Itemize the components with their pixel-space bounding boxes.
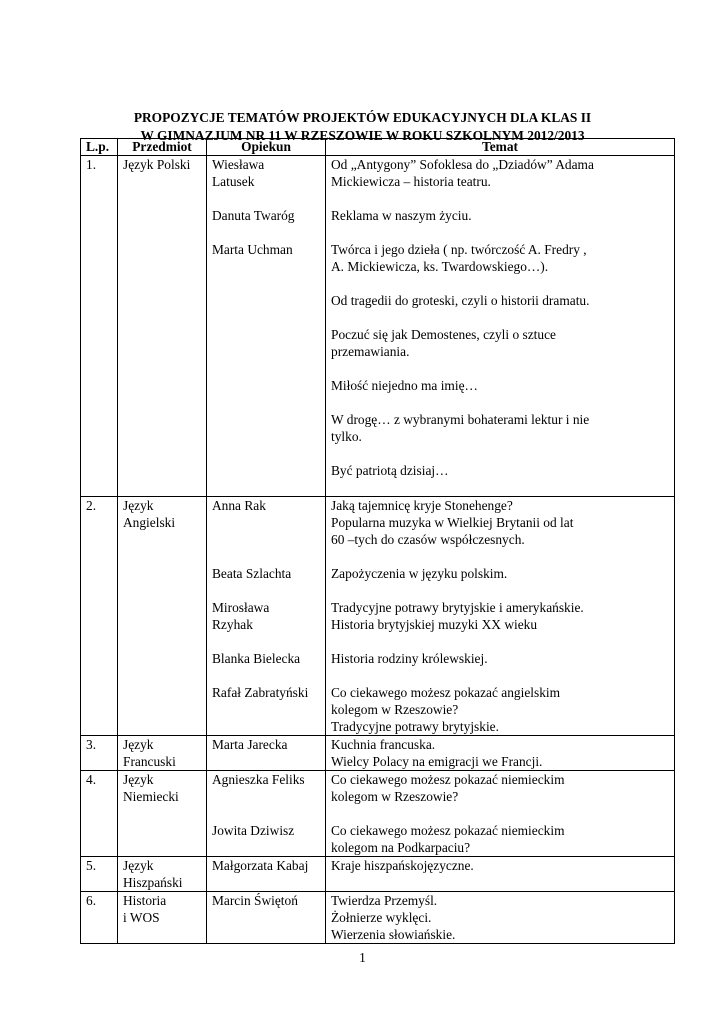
cell-opiekun	[207, 736, 326, 771]
temat-line: Co ciekawego możesz pokazać angielskim	[331, 685, 561, 700]
opiekun-line: Marta Uchman	[212, 242, 293, 257]
temat-line	[331, 805, 669, 822]
temat-line	[331, 309, 669, 326]
temat-line	[331, 667, 669, 684]
cell-temat	[326, 892, 675, 944]
cell-temat	[326, 736, 675, 771]
table-header-row	[81, 139, 675, 156]
temat-line: Tradycyjne potrawy brytyjskie.	[331, 719, 499, 734]
opiekun-line	[212, 582, 320, 599]
temat-line: Historia rodziny królewskiej.	[331, 651, 488, 666]
temat-line: Od „Antygony” Sofoklesa do „Dziadów” Adama	[331, 157, 594, 172]
temat-line: Miłość niejedno ma imię…	[331, 378, 478, 393]
temat-line	[331, 190, 669, 207]
przedmiot-line: Angielski	[123, 515, 176, 530]
temat-line: Żołnierze wyklęci.	[331, 910, 432, 925]
topics-table	[80, 138, 675, 944]
temat-line: Być patriotą dzisiaj…	[331, 463, 449, 478]
cell-przedmiot	[118, 497, 207, 736]
opiekun-line	[212, 805, 320, 822]
cell-opiekun	[207, 857, 326, 892]
page-number: 1	[359, 950, 366, 965]
opiekun-line	[212, 514, 320, 531]
temat-line	[331, 360, 669, 377]
przedmiot-line: Język	[123, 737, 154, 752]
temat-line	[331, 548, 669, 565]
temat-line: Reklama w naszym życiu.	[331, 208, 472, 223]
przedmiot-line: Niemiecki	[123, 789, 179, 804]
opiekun-line: Anna Rak	[212, 498, 266, 513]
opiekun-line: Beata Szlachta	[212, 566, 292, 581]
opiekun-line: Danuta Twaróg	[212, 208, 295, 223]
temat-line: Mickiewicza – historia teatru.	[331, 174, 491, 189]
table-row	[81, 156, 675, 497]
cell-lp: 2.	[81, 497, 118, 736]
cell-lp: 6.	[81, 892, 118, 944]
temat-line: przemawiania.	[331, 344, 410, 359]
temat-line: A. Mickiewicza, ks. Twardowskiego…).	[331, 259, 549, 274]
przedmiot-line: Język	[123, 772, 154, 787]
opiekun-line: Rafał Zabratyński	[212, 685, 309, 700]
opiekun-line: Blanka Bielecka	[212, 651, 301, 666]
przedmiot-line: Hiszpański	[123, 875, 183, 890]
header-lp: L.p.	[81, 139, 118, 156]
opiekun-line: Rzyhak	[212, 617, 253, 632]
przedmiot-line: Język Polski	[123, 157, 191, 172]
cell-opiekun	[207, 497, 326, 736]
temat-line: Popularna muzyka w Wielkiej Brytanii od lat	[331, 515, 574, 530]
temat-line: Twórca i jego dzieła ( np. twórczość A. Fredry ,	[331, 242, 587, 257]
header-temat: Temat	[326, 139, 675, 156]
temat-line: W drogę… z wybranymi bohaterami lektur i nie	[331, 412, 590, 427]
cell-opiekun	[207, 771, 326, 857]
cell-przedmiot	[118, 736, 207, 771]
opiekun-line	[212, 633, 320, 650]
table-row	[81, 857, 675, 892]
cell-przedmiot	[118, 156, 207, 497]
temat-line: kolegom w Rzeszowie?	[331, 789, 459, 804]
temat-line	[331, 394, 669, 411]
opiekun-line	[212, 531, 320, 548]
opiekun-line	[212, 548, 320, 565]
opiekun-line: Agnieszka Feliks	[212, 772, 305, 787]
temat-line: Co ciekawego możesz pokazać niemieckim	[331, 772, 565, 787]
table-row	[81, 736, 675, 771]
cell-lp: 3.	[81, 736, 118, 771]
temat-line: Jaką tajemnicę kryje Stonehenge?	[331, 498, 513, 513]
cell-temat	[326, 497, 675, 736]
cell-przedmiot	[118, 771, 207, 857]
temat-line	[331, 224, 669, 241]
opiekun-line: Latusek	[212, 174, 255, 189]
temat-line: Wielcy Polacy na emigracji we Francji.	[331, 754, 543, 769]
opiekun-line: Marcin Świętoń	[212, 893, 298, 908]
temat-line: kolegom na Podkarpaciu?	[331, 840, 471, 855]
header-przedmiot: Przedmiot	[118, 139, 207, 156]
opiekun-line	[212, 224, 320, 241]
temat-line: Od tragedii do groteski, czyli o historii dramatu.	[331, 293, 590, 308]
cell-temat	[326, 156, 675, 497]
opiekun-line	[212, 667, 320, 684]
temat-line: Historia brytyjskiej muzyki XX wieku	[331, 617, 538, 632]
przedmiot-line: Historia	[123, 893, 167, 908]
temat-line: Kuchnia francuska.	[331, 737, 436, 752]
temat-line	[331, 582, 669, 599]
cell-lp: 5.	[81, 857, 118, 892]
temat-line: Poczuć się jak Demostenes, czyli o sztuce	[331, 327, 556, 342]
temat-line	[331, 633, 669, 650]
temat-line: Twierdza Przemyśl.	[331, 893, 438, 908]
table-row	[81, 892, 675, 944]
title-line-2: W GIMNAZJUM NR 11 W RZESZOWIE W ROKU SZKOLNYM 2012/2013	[140, 128, 585, 143]
przedmiot-line: Francuski	[123, 754, 176, 769]
cell-temat	[326, 771, 675, 857]
temat-line: Co ciekawego możesz pokazać niemieckim	[331, 823, 565, 838]
temat-line	[331, 275, 669, 292]
cell-przedmiot	[118, 892, 207, 944]
temat-line: 60 –tych do czasów współczesnych.	[331, 532, 525, 547]
przedmiot-line: Język	[123, 498, 154, 513]
cell-opiekun	[207, 156, 326, 497]
przedmiot-line: i WOS	[123, 910, 160, 925]
cell-opiekun	[207, 892, 326, 944]
cell-temat	[326, 857, 675, 892]
cell-lp: 4.	[81, 771, 118, 857]
opiekun-line: Małgorzata Kabaj	[212, 858, 309, 873]
temat-line: Zapożyczenia w języku polskim.	[331, 566, 508, 581]
header-opiekun: Opiekun	[207, 139, 326, 156]
cell-przedmiot	[118, 857, 207, 892]
title-line-1: PROPOZYCJE TEMATÓW PROJEKTÓW EDUKACYJNYCH DLA KLAS II	[133, 110, 592, 125]
table-row	[81, 771, 675, 857]
opiekun-line	[212, 788, 320, 805]
temat-line: Tradycyjne potrawy brytyjskie i amerykańskie.	[331, 600, 584, 615]
temat-line: tylko.	[331, 429, 362, 444]
temat-line: Kraje hiszpańskojęzyczne.	[331, 858, 474, 873]
cell-lp: 1.	[81, 156, 118, 497]
temat-line	[331, 445, 669, 462]
przedmiot-line: Język	[123, 858, 154, 873]
opiekun-line	[212, 190, 320, 207]
opiekun-line: Marta Jarecka	[212, 737, 288, 752]
table-row	[81, 497, 675, 736]
temat-line: Wierzenia słowiańskie.	[331, 927, 456, 942]
temat-line: kolegom w Rzeszowie?	[331, 702, 459, 717]
temat-line	[331, 479, 669, 496]
opiekun-line: Mirosława	[212, 600, 270, 615]
opiekun-line: Jowita Dziwisz	[212, 823, 295, 838]
table-body	[81, 156, 675, 944]
opiekun-line: Wiesława	[212, 157, 265, 172]
